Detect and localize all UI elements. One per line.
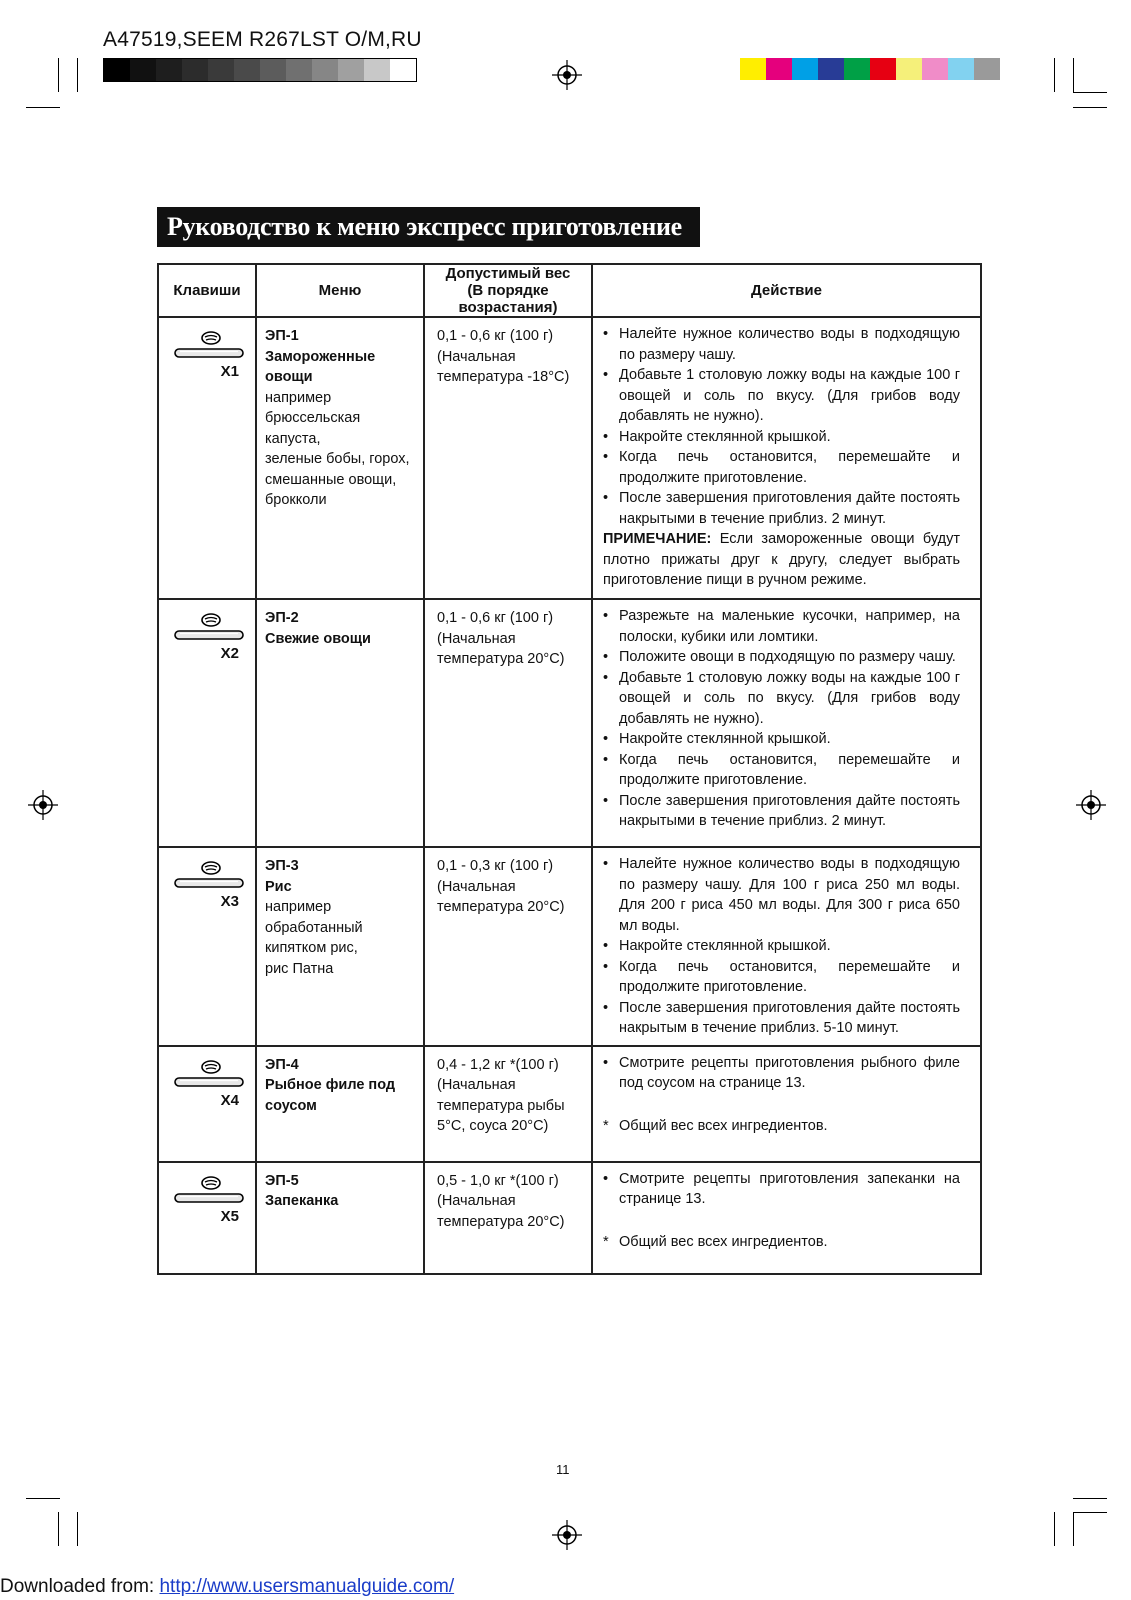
calibration-swatch — [208, 59, 234, 81]
weight-line: (Начальная — [437, 1193, 516, 1209]
calibration-swatch — [312, 59, 338, 81]
calibration-swatch — [870, 58, 896, 80]
action-step: • Когда печь остановится, перемешайте и продолжите приготовление. — [603, 957, 960, 998]
menu-example: кипятком рис, — [265, 940, 358, 956]
key-cell — [158, 1046, 256, 1162]
key-press-count: X4 — [220, 1091, 239, 1109]
download-source: Downloaded from: http://www.usersmanualguide.com/ — [0, 1576, 455, 1597]
calibration-swatch — [338, 59, 364, 81]
express-cook-button-icon — [173, 860, 245, 890]
action-step: • После завершения приготовления дайте постоять накрытыми в течение приблиз. 2 минут. — [603, 791, 960, 832]
express-cook-button-icon — [173, 1059, 245, 1089]
action-note — [603, 529, 960, 591]
menu-name: овощи — [265, 369, 313, 385]
header-menu: Меню — [256, 264, 424, 317]
menu-cell — [256, 1046, 424, 1162]
express-menu-table — [157, 263, 982, 1275]
calibration-swatch — [844, 58, 870, 80]
menu-cell — [256, 1162, 424, 1274]
asterisk-icon: * — [603, 1233, 609, 1250]
action-step: • Добавьте 1 столовую ложку воды на каждые 100 г овощей и соль по вкусу. (Для грибов воду добавлять не нужно). — [603, 668, 960, 730]
weight-line: температура 20°С) — [437, 651, 565, 667]
calibration-swatch — [390, 59, 416, 81]
footnote-text: Общий вес всех ингредиентов. — [619, 1233, 828, 1250]
action-step: • После завершения приготовления дайте постоять накрытыми в течение приблиз. 2 минут. — [603, 488, 960, 529]
action-step: • После завершения приготовления дайте постоять накрытым в течение приблиз. 5-10 минут. — [603, 998, 960, 1039]
weight-line: (Начальная — [437, 630, 516, 647]
page-number: 11 — [556, 1462, 570, 1477]
table-row — [158, 1162, 981, 1274]
weight-line: 5°С, соуса 20°С) — [437, 1118, 549, 1134]
weight-line: (Начальная — [437, 348, 516, 365]
calibration-swatch — [740, 58, 766, 80]
menu-example: например — [265, 389, 332, 406]
menu-example: зеленые бобы, горох, — [265, 451, 410, 467]
header-weight: Допустимый вес (В порядке возрастания) — [424, 264, 592, 317]
weight-line: 0,4 - 1,2 кг *(100 г) — [437, 1056, 559, 1073]
key-cell — [158, 1162, 256, 1274]
grayscale-calibration-strip — [103, 58, 417, 82]
action-step: • Когда печь остановится, перемешайте и продолжите приготовление. — [603, 447, 960, 488]
menu-example: брокколи — [265, 492, 327, 508]
weight-line: 0,5 - 1,0 кг *(100 г) — [437, 1172, 559, 1189]
registration-mark-icon — [1076, 790, 1106, 820]
action-cell — [592, 317, 981, 599]
key-press-count: X5 — [220, 1207, 239, 1225]
calibration-swatch — [156, 59, 182, 81]
header-keys: Клавиши — [158, 264, 256, 317]
express-cook-button-icon — [173, 330, 245, 360]
action-cell — [592, 1046, 981, 1162]
note-label: ПРИМЕЧАНИЕ: — [603, 531, 712, 547]
menu-cell — [256, 847, 424, 1046]
action-step: • Накройте стеклянной крышкой. — [603, 427, 960, 448]
menu-name: Свежие овощи — [265, 630, 371, 647]
action-step: • Смотрите рецепты приготовления рыбного филе под соусом на странице 13. — [603, 1053, 960, 1094]
menu-example: обработанный — [265, 919, 363, 936]
action-cell — [592, 599, 981, 847]
key-cell — [158, 317, 256, 599]
menu-example: капуста, — [265, 430, 321, 447]
weight-cell — [424, 317, 592, 599]
calibration-swatch — [286, 59, 312, 81]
weight-cell — [424, 599, 592, 847]
weight-line: температура -18°С) — [437, 369, 570, 385]
footnote-text: Общий вес всех ингредиентов. — [619, 1117, 828, 1134]
action-step: • Смотрите рецепты приготовления запеканки на странице 13. — [603, 1169, 960, 1210]
download-link[interactable]: http://www.usersmanualguide.com/ — [159, 1576, 455, 1597]
action-step: • Накройте стеклянной крышкой. — [603, 936, 960, 957]
color-calibration-strip — [740, 58, 1000, 80]
menu-code: ЭП-2 — [265, 610, 299, 626]
key-cell — [158, 847, 256, 1046]
action-step: • Добавьте 1 столовую ложку воды на каждые 100 г овощей и соль по вкусу. (Для грибов воду добавлять не нужно). — [603, 365, 960, 427]
calibration-swatch — [766, 58, 792, 80]
menu-name: Рыбное филе под — [265, 1077, 396, 1093]
action-step: • Положите овощи в подходящую по размеру чашу. — [603, 647, 960, 668]
menu-cell — [256, 599, 424, 847]
header-action: Действие — [592, 264, 981, 317]
calibration-swatch — [896, 58, 922, 80]
menu-name: соусом — [265, 1097, 317, 1114]
weight-line: температура 20°С) — [437, 1213, 565, 1230]
menu-example: брюссельская — [265, 410, 361, 426]
action-step: • Налейте нужное количество воды в подходящую по размеру чашу. — [603, 324, 960, 365]
express-cook-button-icon — [173, 1175, 245, 1205]
table-header-row — [158, 264, 981, 317]
document-id: A47519,SEEM R267LST O/M,RU — [103, 28, 422, 51]
menu-cell — [256, 317, 424, 599]
menu-name: Запеканка — [265, 1193, 339, 1209]
weight-line: температура рыбы — [437, 1097, 565, 1114]
action-step: • Накройте стеклянной крышкой. — [603, 729, 960, 750]
table-row — [158, 599, 981, 847]
footnote — [603, 1232, 960, 1253]
key-press-count: X3 — [220, 893, 239, 910]
registration-mark-icon — [552, 1520, 582, 1550]
menu-example: смешанные овощи, — [265, 471, 397, 488]
menu-name: Рис — [265, 878, 292, 895]
key-cell — [158, 599, 256, 847]
calibration-swatch — [818, 58, 844, 80]
calibration-swatch — [922, 58, 948, 80]
footnote — [603, 1116, 960, 1137]
page-title: Руководство к меню экспресс приготовление — [157, 207, 700, 247]
action-step: • Налейте нужное количество воды в подходящую по размеру чашу. Для 100 г риса 250 мл воды. Для 200 г риса 450 мл воды. Для 300 г риса 650 мл воды. — [603, 854, 960, 936]
menu-name: Замороженные — [265, 348, 376, 365]
calibration-swatch — [260, 59, 286, 81]
calibration-swatch — [974, 58, 1000, 80]
weight-cell — [424, 847, 592, 1046]
calibration-swatch — [948, 58, 974, 80]
action-cell — [592, 847, 981, 1046]
calibration-swatch — [234, 59, 260, 81]
express-cook-button-icon — [173, 612, 245, 642]
action-cell — [592, 1162, 981, 1274]
weight-line: (Начальная — [437, 1077, 516, 1093]
weight-line: 0,1 - 0,3 кг (100 г) — [437, 858, 554, 874]
menu-code: ЭП-1 — [265, 328, 299, 344]
table-row — [158, 1046, 981, 1162]
weight-cell — [424, 1162, 592, 1274]
calibration-swatch — [130, 59, 156, 81]
registration-mark-icon — [28, 790, 58, 820]
weight-line: температура 20°С) — [437, 899, 565, 915]
calibration-swatch — [182, 59, 208, 81]
calibration-swatch — [104, 59, 130, 81]
menu-code: ЭП-3 — [265, 858, 299, 874]
key-press-count: X1 — [220, 363, 239, 380]
menu-code: ЭП-5 — [265, 1172, 299, 1189]
table-row — [158, 317, 981, 599]
action-step: • Когда печь остановится, перемешайте и продолжите приготовление. — [603, 750, 960, 791]
menu-code: ЭП-4 — [265, 1056, 299, 1073]
table-row — [158, 847, 981, 1046]
weight-line: 0,1 - 0,6 кг (100 г) — [437, 328, 554, 344]
asterisk-icon: * — [603, 1117, 609, 1134]
calibration-swatch — [792, 58, 818, 80]
weight-line: (Начальная — [437, 878, 516, 895]
action-step: • Разрежьте на маленькие кусочки, например, на полоски, кубики или ломтики. — [603, 606, 960, 647]
menu-example: например — [265, 899, 332, 915]
calibration-swatch — [364, 59, 390, 81]
menu-example: рис Патна — [265, 960, 334, 977]
weight-cell — [424, 1046, 592, 1162]
note-text: Если замороженные овощи будут плотно прижаты друг к другу, следует выбрать приготовление пищи в ручном режиме. — [603, 531, 960, 588]
registration-mark-icon — [552, 60, 582, 90]
key-press-count: X2 — [220, 645, 239, 662]
weight-line: 0,1 - 0,6 кг (100 г) — [437, 610, 554, 626]
